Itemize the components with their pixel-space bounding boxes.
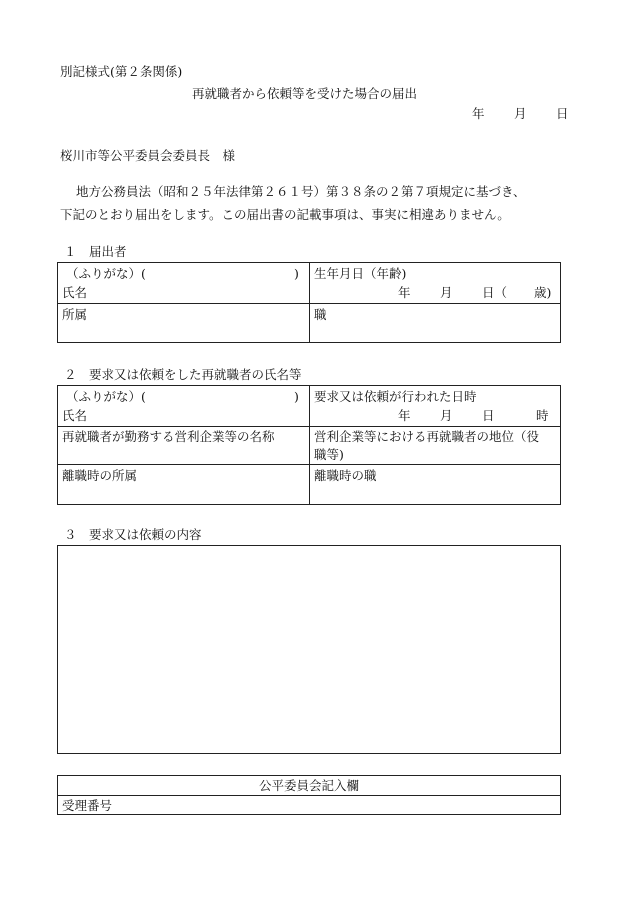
section1-furigana-close: ): [294, 266, 299, 281]
section1-birth-label: 生年月日（年齢): [314, 266, 407, 281]
body-line-1: 地方公務員法（昭和２５年法律第２６１号）第３８条の２第７項規定に基づき、: [76, 184, 526, 199]
section1-name-label: 氏名: [62, 285, 88, 300]
receipt-number-label: 受理番号: [62, 798, 113, 813]
section1-position-label: 職: [314, 307, 327, 322]
office-use-heading: 公平委員会記入欄: [258, 778, 359, 793]
section2-date-hour: 時: [536, 408, 549, 423]
addressee: 桜川市等公平委員会委員長 様: [60, 148, 236, 163]
section2-retire-affiliation-label: 離職時の所属: [62, 468, 138, 483]
section1-birth-month: 月: [440, 285, 453, 300]
section2-furigana-open: （ふりがな）(: [66, 389, 146, 404]
section2-date-day: 日: [482, 408, 495, 423]
section1-furigana-open: （ふりがな）(: [66, 266, 146, 281]
section1-birth-day: 日（: [482, 285, 508, 300]
request-content-box[interactable]: [57, 545, 561, 754]
section1-birth-year: 年: [398, 285, 411, 300]
form-reference: 別記様式(第２条関係): [60, 64, 183, 79]
section1-birth-age: 歳): [534, 285, 552, 300]
section1-table: [57, 262, 561, 343]
section1-heading: １ 届出者: [64, 244, 127, 259]
section2-table: [57, 385, 561, 505]
section2-furigana-close: ): [294, 389, 299, 404]
section2-date-year: 年: [398, 408, 411, 423]
section2-date-label: 要求又は依頼が行われた日時: [314, 389, 477, 404]
section2-status-label-1: 営利企業等における再就職者の地位（役: [314, 429, 540, 444]
section2-company-label: 再就職者が勤務する営利企業等の名称: [62, 429, 275, 444]
section1-affiliation-label: 所属: [62, 307, 88, 322]
section2-retire-position-label: 離職時の職: [314, 468, 377, 483]
date-year-label: 年: [472, 106, 485, 121]
office-use-table: [57, 775, 561, 815]
body-line-2: 下記のとおり届出をします。この届出書の記載事項は、事実に相違ありません。: [60, 207, 510, 222]
section2-status-label-2: 職等): [314, 447, 344, 462]
section2-name-label: 氏名: [62, 408, 88, 423]
date-month-label: 月: [514, 106, 527, 121]
document-title: 再就職者から依頼等を受けた場合の届出: [192, 86, 418, 101]
section2-date-month: 月: [440, 408, 453, 423]
section2-heading: ２ 要求又は依頼をした再就職者の氏名等: [64, 367, 302, 382]
section3-heading: ３ 要求又は依頼の内容: [64, 527, 202, 542]
date-day-label: 日: [556, 106, 569, 121]
